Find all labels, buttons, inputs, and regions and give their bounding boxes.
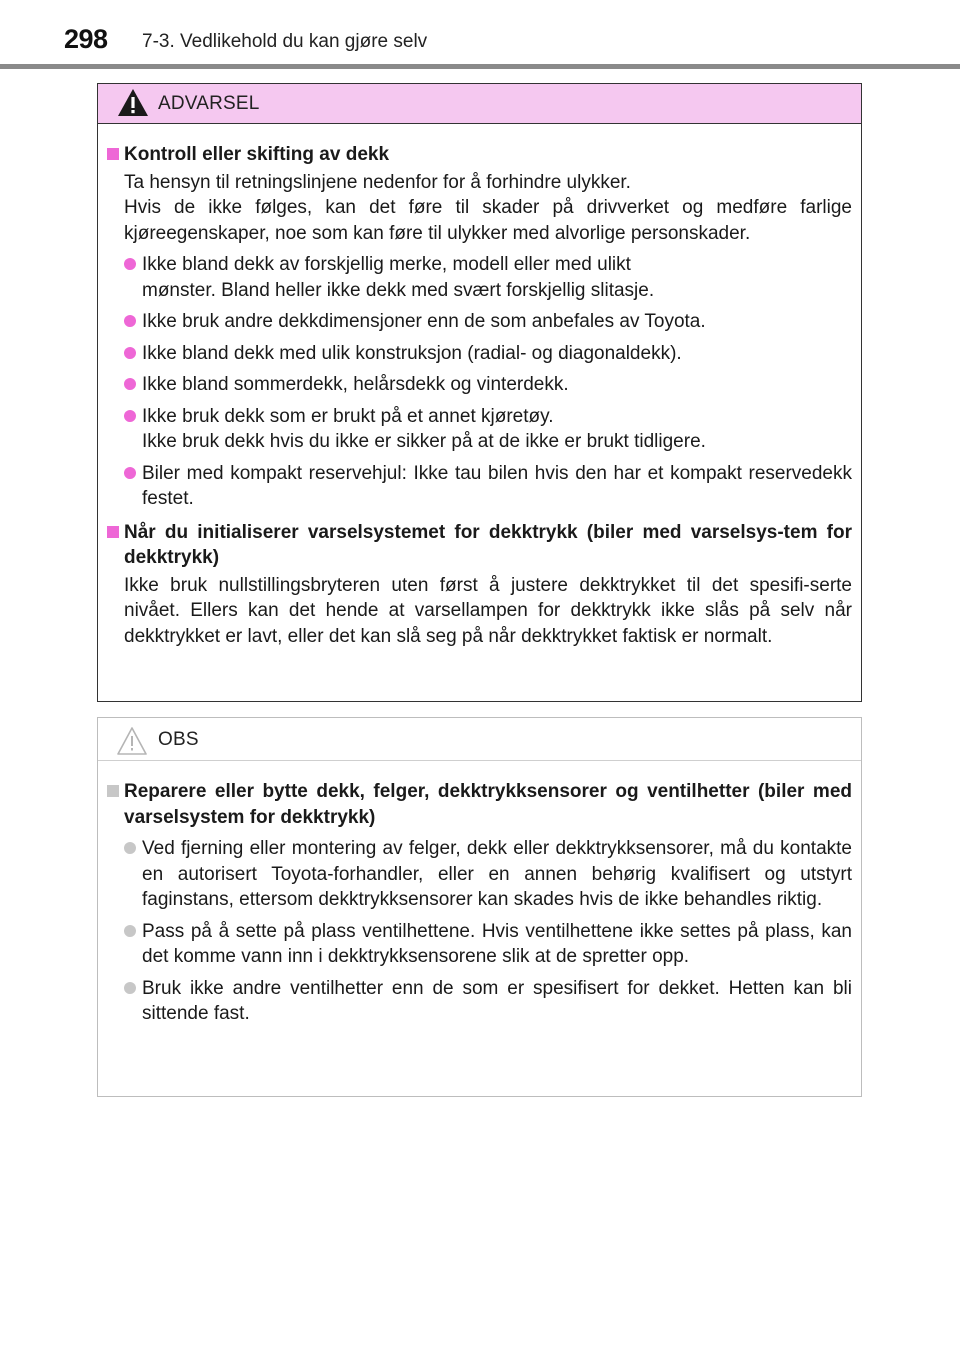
warning-box xyxy=(97,83,862,702)
bullet-dot-icon xyxy=(124,842,136,854)
warning-label: ADVARSEL xyxy=(158,93,260,114)
warning-box-header xyxy=(98,84,861,124)
square-marker-icon xyxy=(107,148,119,160)
chapter-title: 7-3. Vedlikehold du kan gjøre selv xyxy=(142,31,428,52)
list-item: Ikke bruk andre dekkdimensjoner enn de som anbefales av Toyota. xyxy=(106,309,852,335)
warning-section xyxy=(106,520,852,650)
bullet-list xyxy=(106,836,852,1027)
list-item: Ikke bland sommerdekk, helårsdekk og vinterdekk. xyxy=(106,372,852,398)
bullet-dot-icon xyxy=(124,982,136,994)
list-item: Biler med kompakt reservehjul: Ikke tau bilen hvis den har et kompakt reservedekk festet. xyxy=(106,461,852,512)
notice-box xyxy=(97,717,862,1097)
square-marker-icon xyxy=(107,526,119,538)
section-title: Når du initialiserer varselsystemet for dekktrykk (biler med varselsys-tem for dekktrykk) xyxy=(106,520,852,571)
notice-box-body xyxy=(98,761,861,1027)
bullet-dot-icon xyxy=(124,258,136,270)
bullet-list xyxy=(106,252,852,512)
square-marker-icon xyxy=(107,785,119,797)
list-item: Bruk ikke andre ventilhetter enn de som er spesifisert for dekket. Hetten kan bli sittende fast. xyxy=(106,976,852,1027)
warning-section xyxy=(106,142,852,512)
page-number: 298 xyxy=(64,24,108,54)
bullet-dot-icon xyxy=(124,467,136,479)
list-item: Ikke bland dekk av forskjellig merke, modell eller med ulikt mønster. Bland heller ikke dekk med svært forskjellig slitasje. xyxy=(106,252,852,303)
bullet-dot-icon xyxy=(124,925,136,937)
bullet-dot-icon xyxy=(124,410,136,422)
bullet-dot-icon xyxy=(124,347,136,359)
notice-section xyxy=(106,779,852,1027)
section-title: Reparere eller bytte dekk, felger, dekktrykksensorer og ventilhetter (biler med varselsystem for dekktrykk) xyxy=(106,779,852,830)
bullet-dot-icon xyxy=(124,315,136,327)
list-item: Ikke bruk dekk som er brukt på et annet kjøretøy. Ikke bruk dekk hvis du ikke er sikker på at de ikke er brukt tidligere. xyxy=(106,404,852,455)
page-header xyxy=(0,0,960,70)
list-item: Pass på å sette på plass ventilhettene. Hvis ventilhettene ikke settes på plass, kan det komme vann inn i dekktrykksensorene slik at de spretter opp. xyxy=(106,919,852,970)
bullet-dot-icon xyxy=(124,378,136,390)
section-paragraph: Ikke bruk nullstillingsbryteren uten først å justere dekktrykket til det spesifi-serte nivået. Ellers kan det hende at varsellampen for dekktrykk ikke slås på selv når dekktrykket er lavt, eller det kan slå seg på når dekktrykket faktisk er normalt. xyxy=(124,574,852,647)
notice-box-header xyxy=(98,718,861,761)
section-title: Kontroll eller skifting av dekk xyxy=(106,142,852,168)
list-item: Ved fjerning eller montering av felger, dekk eller dekktrykksensorer, må du kontakte en autorisert Toyota-forhandler, eller en annen behørig kvalifisert og utstyrt faginstans, ettersom dekktrykksensorer kan skades hvis de ikke behandles riktig. xyxy=(106,836,852,913)
warning-box-body xyxy=(98,124,861,649)
notice-label: OBS xyxy=(158,729,199,750)
warning-triangle-icon xyxy=(116,87,150,119)
caution-triangle-outline-icon xyxy=(115,725,149,757)
section-paragraph: Ta hensyn til retningslinjene nedenfor for å forhindre ulykker. Hvis de ikke følges, kan det føre til skader på drivverket og medføre farlige kjøreegenskaper, noe som kan føre til ulykker med alvorlige personskader. xyxy=(124,171,852,244)
header-rule xyxy=(0,64,960,69)
list-item: Ikke bland dekk med ulik konstruksjon (radial- og diagonaldekk). xyxy=(106,341,852,367)
